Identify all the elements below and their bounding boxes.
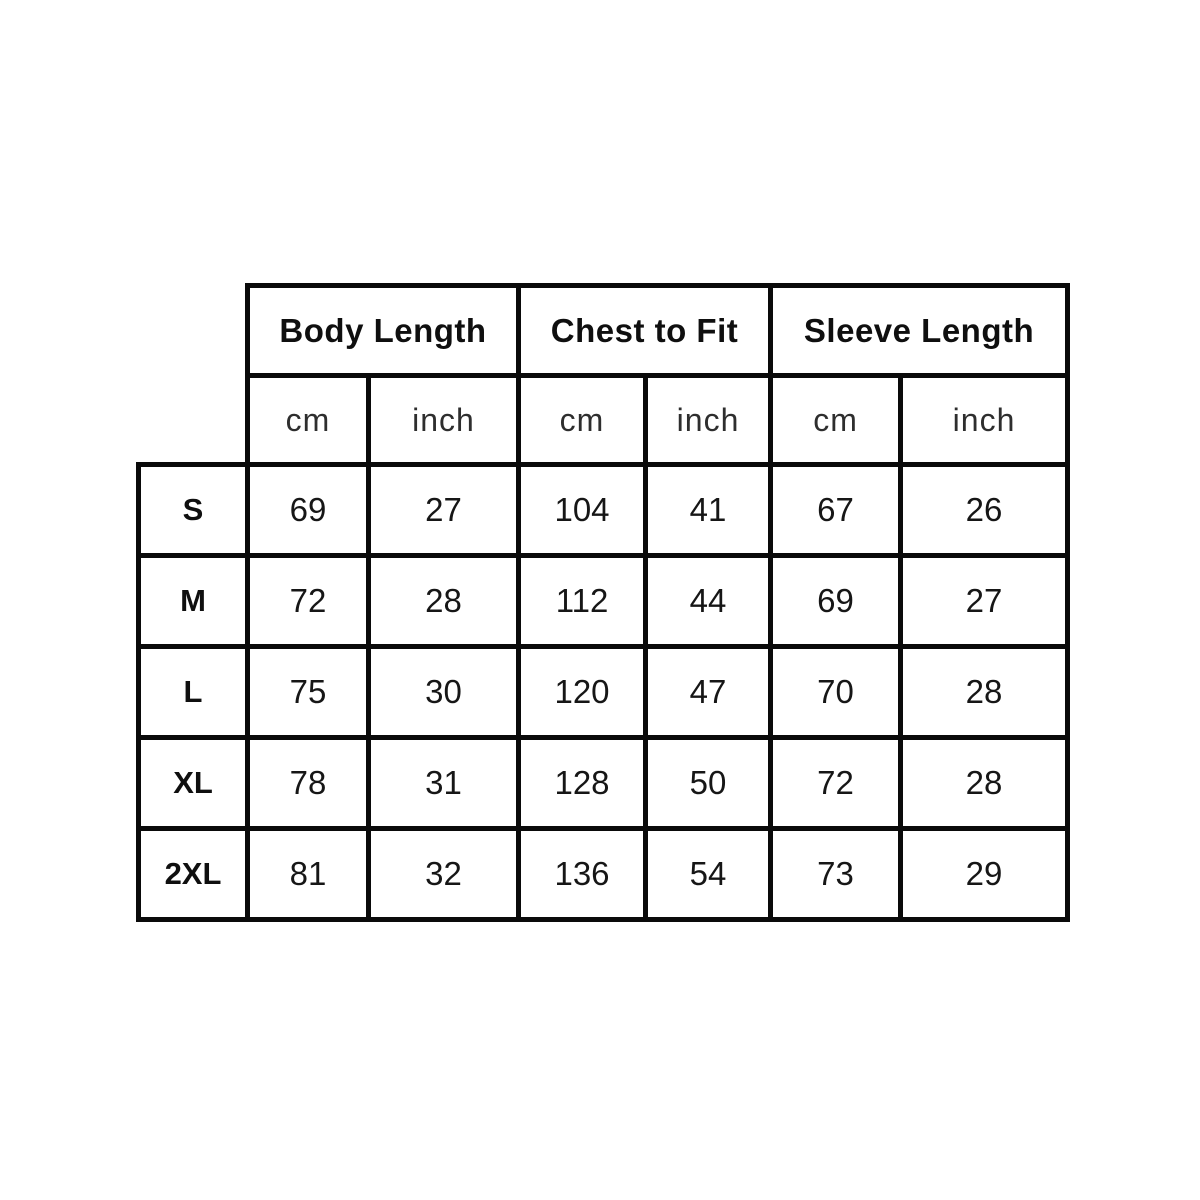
table-row-xl (139, 738, 1068, 829)
value-cell: 26 (901, 465, 1068, 556)
size-label: L (139, 647, 248, 738)
value-cell: 128 (519, 738, 646, 829)
value-cell: 54 (646, 829, 771, 920)
size-label: XL (139, 738, 248, 829)
value-cell: 47 (646, 647, 771, 738)
table-row-l (139, 647, 1068, 738)
value-cell: 31 (369, 738, 519, 829)
value-cell: 30 (369, 647, 519, 738)
unit-header-cm: cm (248, 376, 369, 465)
value-cell: 136 (519, 829, 646, 920)
value-cell: 27 (901, 556, 1068, 647)
value-cell: 120 (519, 647, 646, 738)
value-cell: 27 (369, 465, 519, 556)
value-cell: 75 (248, 647, 369, 738)
value-cell: 72 (248, 556, 369, 647)
unit-header-inch: inch (369, 376, 519, 465)
value-cell: 73 (771, 829, 901, 920)
value-cell: 41 (646, 465, 771, 556)
value-cell: 72 (771, 738, 901, 829)
size-label: S (139, 465, 248, 556)
group-header-row (139, 286, 1068, 376)
unit-header-row (139, 376, 1068, 465)
value-cell: 44 (646, 556, 771, 647)
value-cell: 69 (771, 556, 901, 647)
value-cell: 104 (519, 465, 646, 556)
value-cell: 70 (771, 647, 901, 738)
value-cell: 29 (901, 829, 1068, 920)
value-cell: 28 (901, 738, 1068, 829)
unit-header-inch: inch (646, 376, 771, 465)
value-cell: 112 (519, 556, 646, 647)
value-cell: 28 (901, 647, 1068, 738)
table-row-2xl (139, 829, 1068, 920)
corner-spacer (139, 286, 248, 376)
unit-header-cm: cm (519, 376, 646, 465)
size-chart-table (136, 283, 1070, 922)
unit-header-cm: cm (771, 376, 901, 465)
value-cell: 67 (771, 465, 901, 556)
value-cell: 78 (248, 738, 369, 829)
value-cell: 69 (248, 465, 369, 556)
value-cell: 81 (248, 829, 369, 920)
size-label: M (139, 556, 248, 647)
group-header-chest-to-fit: Chest to Fit (519, 286, 771, 376)
value-cell: 32 (369, 829, 519, 920)
corner-spacer (139, 376, 248, 465)
table-row-m (139, 556, 1068, 647)
group-header-body-length: Body Length (248, 286, 519, 376)
group-header-sleeve-length: Sleeve Length (771, 286, 1068, 376)
value-cell: 28 (369, 556, 519, 647)
unit-header-inch: inch (901, 376, 1068, 465)
table-row-s (139, 465, 1068, 556)
size-label: 2XL (139, 829, 248, 920)
value-cell: 50 (646, 738, 771, 829)
